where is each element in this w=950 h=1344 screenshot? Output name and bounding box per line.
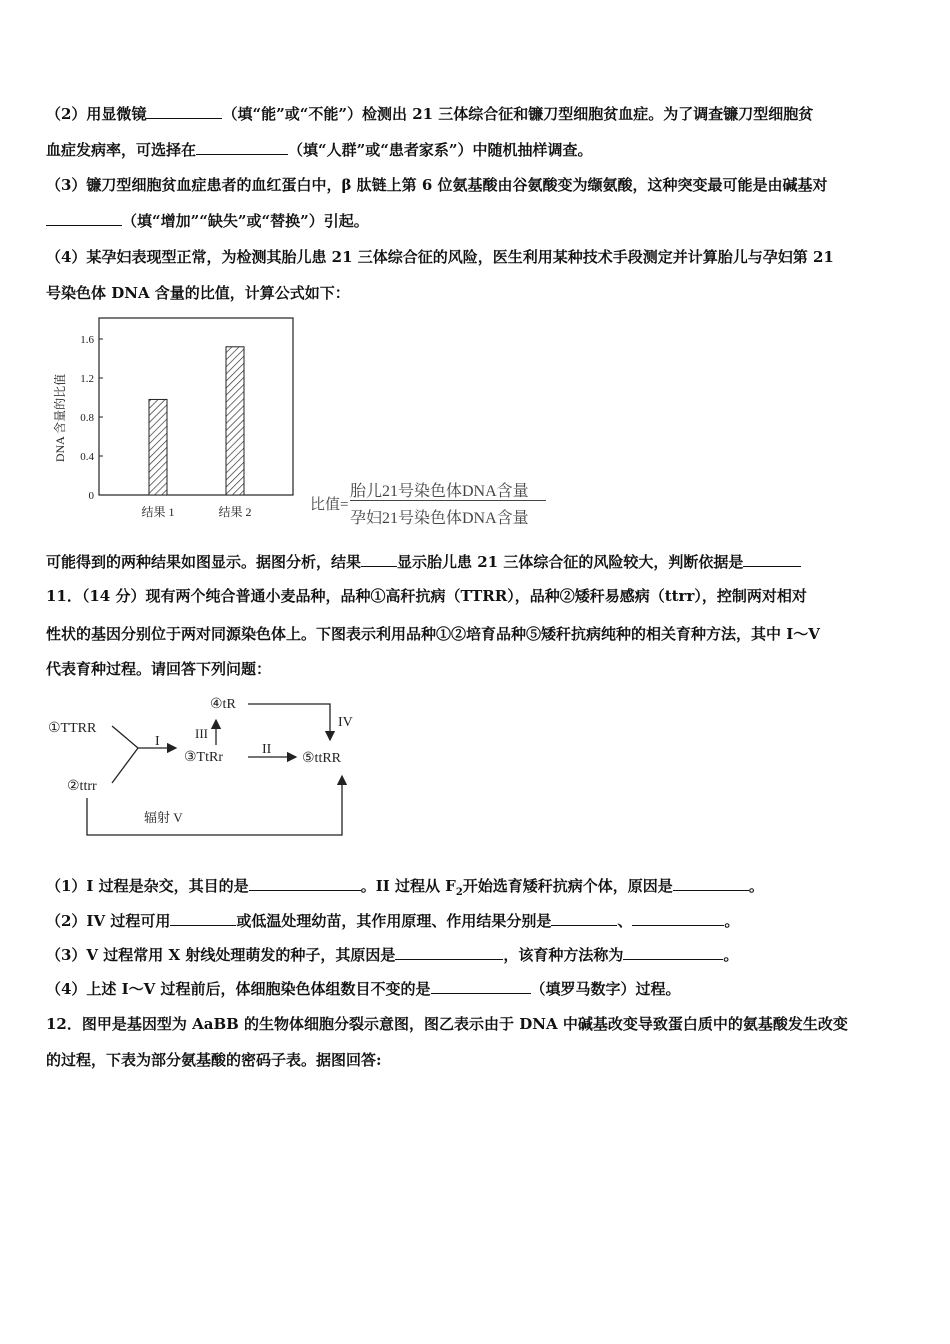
y-axis-label: DNA 含量的比值: [53, 373, 67, 463]
q10-part3-line2: （填“增加”“缺失”或“替换”）引起。: [46, 211, 369, 231]
step-label-2: II: [262, 742, 272, 757]
q10-part2-line2: 血症发病率，可选择在 （填“人群”或“患者家系”）中随机抽样调查。: [46, 141, 593, 159]
q10-result-line: 可能得到的两种结果如图显示。据图分析，结果 显示胎儿患 21 三体综合征的风险较大，判断依据是: [46, 552, 801, 572]
plot-frame: [99, 318, 293, 495]
node-1-ttrr-parent: ①TTRR: [48, 721, 97, 736]
formula-numerator: 胎儿21号染色体DNA含量: [350, 483, 529, 500]
answer-blank[interactable]: [146, 104, 222, 119]
answer-blank[interactable]: [249, 876, 361, 891]
step-label-3: III: [195, 726, 208, 741]
answer-blank[interactable]: [632, 911, 724, 926]
y-tick-label: 0: [88, 490, 94, 502]
q11-line2: 性状的基因分别位于两对同源染色体上。下图表示利用品种①②培育品种⑤矮秆抗病纯种的相关育种方法，其中 I～V: [46, 625, 820, 643]
y-tick-label: 1.6: [80, 334, 94, 346]
q10-part2-line1: （2）用显微镜 （填“能”或“不能”）检测出 21 三体综合征和镰刀型细胞贫血症。为了调查镰刀型细胞贫: [46, 105, 814, 123]
formula-label: 比值=: [310, 497, 349, 513]
q12-line2: 的过程，下表为部分氨基酸的密码子表。据图回答:: [46, 1051, 382, 1069]
answer-blank[interactable]: [395, 945, 503, 960]
q11-sub3: （3）V 过程常用 X 射线处理萌发的种子，其原因是 ，该育种方法称为 。: [46, 946, 739, 964]
q11-sub2: （2）IV 过程可用 或低温处理幼苗，其作用原理、作用结果分别是 、 。: [46, 912, 740, 930]
step-label-4: IV: [338, 715, 353, 730]
q11-sub1: （1）I 过程是杂交，其目的是 。II 过程从 $F_2$开始选育矮秆抗病个体，原因是 。: [46, 877, 764, 898]
node-4-haploid: ④tR: [210, 697, 236, 712]
node-2-ttrr-parent: ②ttrr: [67, 779, 97, 794]
q11-line1: 11．（14 分）现有两个纯合普通小麦品种，品种①高秆抗病（TTRR），品种②矮秆易感病（ttrr），控制两对相对: [46, 587, 807, 605]
bar-1: [149, 399, 167, 495]
node-3-f1: ③TtRr: [184, 750, 223, 765]
x-axis-labels: [141, 504, 251, 519]
answer-blank[interactable]: [196, 140, 288, 155]
arrow-step-5: [87, 776, 342, 835]
answer-blank[interactable]: [170, 911, 236, 926]
arrow-step-4: [248, 704, 330, 740]
merge-line-upper: [112, 726, 138, 748]
merge-line-lower: [112, 748, 138, 783]
formula-denominator: 孕妇21号染色体DNA含量: [350, 510, 529, 527]
y-tick-label: 1.2: [80, 373, 94, 385]
bar-2: [226, 347, 244, 495]
q10-part4-line1: （4）某孕妇表现型正常，为检测其胎儿患 21 三体综合征的风险，医生利用某种技术手段测定并计算胎儿与孕妇第 21: [46, 248, 834, 266]
step-label-1: I: [155, 734, 160, 749]
answer-blank[interactable]: [551, 911, 617, 926]
answer-blank[interactable]: [46, 211, 122, 226]
q11-line3: 代表育种过程。请回答下列问题：: [46, 660, 272, 678]
x-tick-label: 结果 2: [218, 505, 252, 519]
answer-blank[interactable]: [673, 876, 749, 891]
bars: [149, 347, 244, 495]
q10-part3-line1: （3）镰刀型细胞贫血症患者的血红蛋白中，β 肽链上第 6 位氨基酸由谷氨酸变为缬氨酸，这种突变最可能是由碱基对: [46, 176, 828, 194]
fraction-bar: [350, 500, 546, 501]
y-tick-label: 0.8: [80, 412, 94, 424]
answer-blank[interactable]: [361, 552, 397, 567]
node-5-target: ⑤ttRR: [302, 751, 342, 766]
answer-blank[interactable]: [431, 979, 531, 994]
breeding-diagram: [40, 690, 380, 850]
step-label-5: 辐射 V: [144, 810, 183, 825]
x-tick-label: 结果 1: [141, 505, 175, 519]
answer-blank[interactable]: [623, 945, 723, 960]
q12-line1: 12．图甲是基因型为 AaBB 的生物体细胞分裂示意图，图乙表示由于 DNA 中碱基改变导致蛋白质中的氨基酸发生改变: [46, 1015, 848, 1033]
q10-part4-line2: 号染色体 DNA 含量的比值，计算公式如下：: [46, 284, 350, 302]
y-tick-label: 0.4: [80, 451, 94, 463]
answer-blank[interactable]: [743, 552, 801, 567]
q11-sub4: （4）上述 I～V 过程前后，体细胞染色体组数目不变的是 （填罗马数字）过程。: [46, 980, 681, 998]
